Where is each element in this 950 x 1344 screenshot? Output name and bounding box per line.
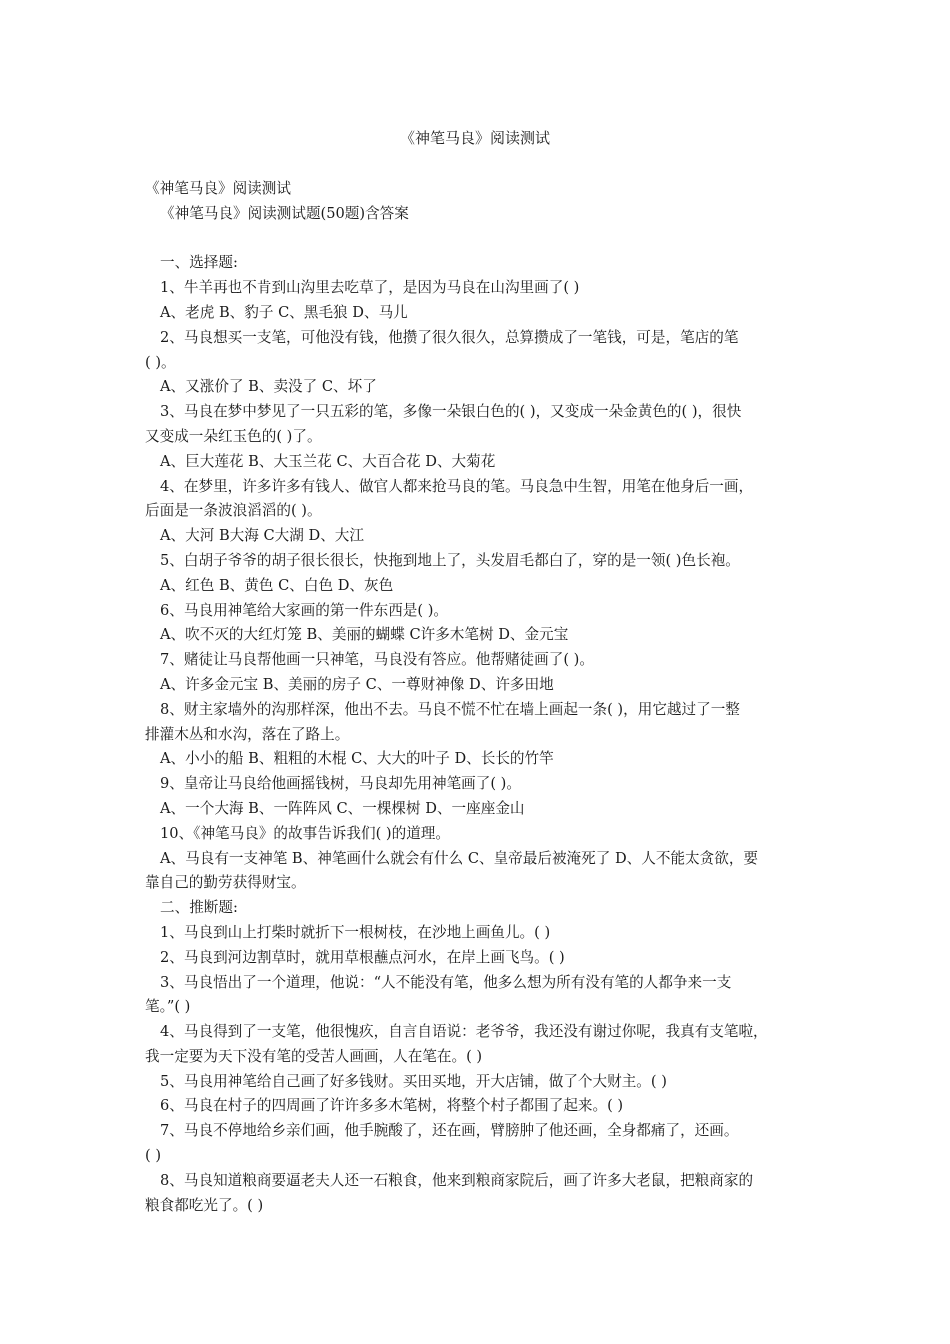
options-line: A、大河 B大海 C大湖 D、大江 (160, 527, 364, 545)
statement-line: 6、马良在村子的四周画了许许多多木笔树，将整个村子都围了起来。( ) (160, 1097, 624, 1115)
question-line: 6、马良用神笔给大家画的第一件东西是( )。 (160, 601, 449, 619)
heading-line: 《神笔马良》阅读测试 (145, 180, 291, 197)
statement-line: 7、马良不停地给乡亲们画，他手腕酸了，还在画，臂膀肿了他还画，全身都痛了，还画。 (160, 1122, 739, 1140)
options-continuation: 靠自己的勤劳获得财宝。 (145, 874, 306, 892)
question-line: 8、财主家墙外的沟那样深，他出不去。马良不慌不忙在墙上画起一条( )，用它越过了一整 (160, 700, 740, 718)
question-line: 3、马良在梦中梦见了一只五彩的笔，多像一朵银白色的( )，又变成一朵金黄色的( )，很快 (160, 403, 742, 421)
question-line: 2、马良想买一支笔，可他没有钱，他攒了很久很久，总算攒成了一笔钱，可是，笔店的笔 (160, 328, 739, 346)
question-line: 7、赌徒让马良帮他画一只神笔，马良没有答应。他帮赌徒画了( )。 (160, 651, 594, 669)
statement-continuation: 粮食都吃光了。( ) (145, 1196, 264, 1214)
options-line: A、红色 B、黄色 C、白色 D、灰色 (160, 576, 394, 594)
statement-line: 2、马良到河边割草时，就用草根蘸点河水，在岸上画飞鸟。( ) (160, 948, 565, 966)
subtitle-line: 《神笔马良》阅读测试题(50题)含答案 (160, 204, 409, 222)
question-line: 5、白胡子爷爷的胡子很长很长，快拖到地上了，头发眉毛都白了，穿的是一领( )色长袍。 (160, 551, 740, 569)
blank-line (145, 227, 815, 252)
section-heading: 二、推断题: (160, 899, 238, 917)
question-continuation: 又变成一朵红玉色的( )了。 (145, 427, 322, 445)
question-continuation: 后面是一条波浪滔滔的( )。 (145, 502, 322, 520)
statement-continuation: ( ) (145, 1147, 162, 1165)
statement-line: 4、马良得到了一支笔，他很愧疚，自言自语说：老爷爷，我还没有谢过你呢，我真有支笔啦， (160, 1023, 768, 1041)
options-line: A、小小的船 B、粗粗的木棍 C、大大的叶子 D、长长的竹竿 (160, 750, 554, 768)
question-continuation: ( )。 (145, 353, 176, 371)
options-line: A、巨大莲花 B、大玉兰花 C、大百合花 D、大菊花 (160, 452, 496, 470)
statement-continuation: 我一定要为天下没有笔的受苦人画画，人在笔在。( ) (145, 1047, 483, 1065)
options-line: A、一个大海 B、一阵阵风 C、一棵棵树 D、一座座金山 (160, 799, 525, 817)
question-line: 10、《神笔马良》的故事告诉我们( )的道理。 (160, 824, 450, 842)
options-line: A、吹不灭的大红灯笼 B、美丽的蝴蝶 C许多木笔树 D、金元宝 (160, 626, 569, 644)
question-line: 4、在梦里，许多许多有钱人、做官人都来抢马良的笔。马良急中生智，用笔在他身后一画， (160, 477, 754, 495)
statement-continuation: 笔。”( ) (145, 998, 191, 1016)
statement-line: 8、马良知道粮商要逼老夫人还一石粮食，他来到粮商家院后，画了许多大老鼠，把粮商家的 (160, 1171, 754, 1189)
statement-line: 1、马良到山上打柴时就折下一根树枝，在沙地上画鱼儿。( ) (160, 923, 551, 941)
options-line: A、许多金元宝 B、美丽的房子 C、一尊财神像 D、许多田地 (160, 675, 554, 693)
question-line: 9、皇帝让马良给他画摇钱树，马良却先用神笔画了( )。 (160, 775, 521, 793)
section-heading: 一、选择题: (160, 254, 238, 272)
statement-line: 5、马良用神笔给自己画了好多钱财。买田买地，开大店铺，做了个大财主。( ) (160, 1072, 667, 1090)
options-line: A、马良有一支神笔 B、神笔画什么就会有什么 C、皇帝最后被淹死了 D、人不能太贪欲，要 (160, 849, 759, 867)
statement-line: 3、马良悟出了一个道理，他说：“人不能没有笔，他多么想为所有没有笔的人都争来一支 (160, 973, 732, 991)
question-continuation: 排灌木丛和水沟，落在了路上。 (145, 725, 350, 743)
options-line: A、又涨价了 B、卖没了 C、坏了 (160, 378, 377, 396)
options-line: A、老虎 B、豹子 C、黑毛狼 D、马儿 (160, 303, 408, 321)
question-line: 1、牛羊再也不肯到山沟里去吃草了，是因为马良在山沟里画了( ) (160, 279, 580, 297)
document-title: 《神笔马良》阅读测试 (399, 129, 550, 147)
document-body (145, 177, 815, 1218)
